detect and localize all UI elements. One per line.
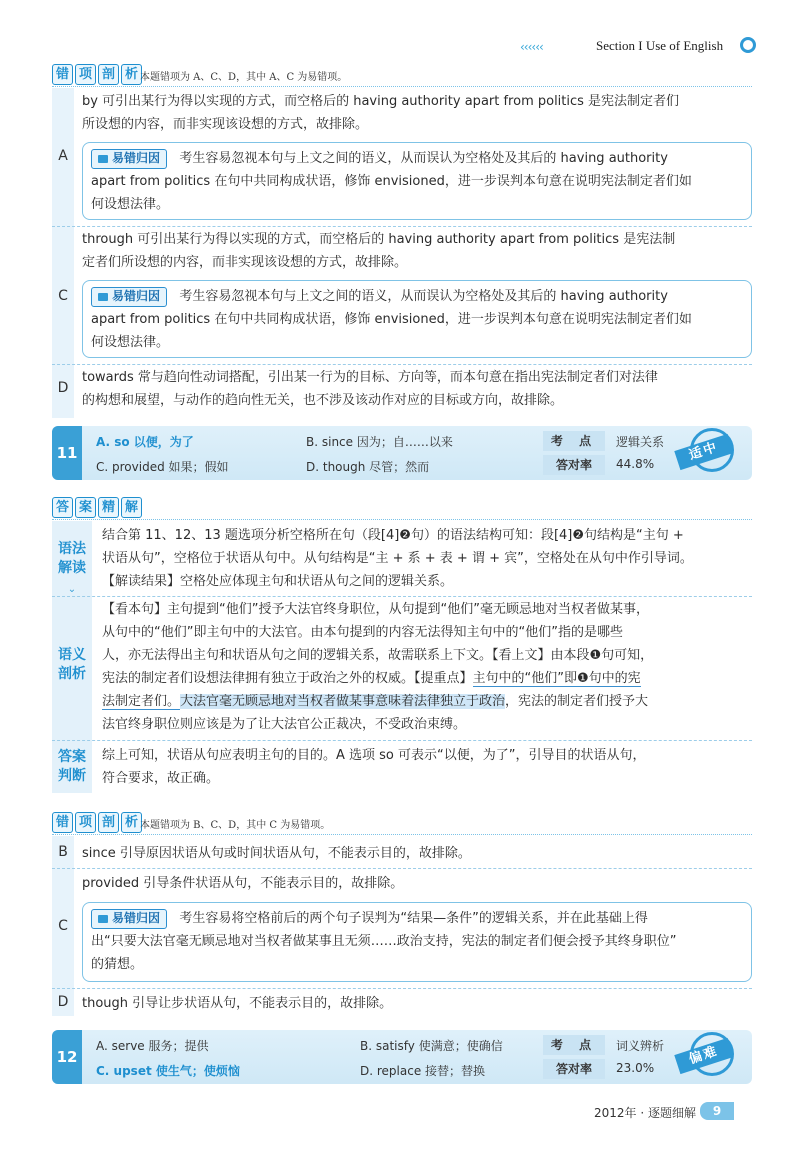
error-cause-tag: 易错归因: [91, 287, 167, 307]
option-a: A. serve 服务；提供: [96, 1039, 209, 1053]
option-letter-a: A: [58, 148, 68, 164]
option-letter-column: [52, 88, 74, 418]
option-c: C. provided 如果；假如: [96, 460, 229, 474]
difficulty-label: 偏难: [674, 1038, 733, 1074]
section2-note: 本题错项为 B、C、D，其中 C 为易错项。: [140, 820, 331, 831]
divider: [52, 834, 752, 835]
key-point-value: 逻辑关系: [616, 435, 665, 449]
option-c-explanation: through 可引出某行为得以实现的方式，而空格后的 having authority apart from politics 是宪法制 定者们所设想的内容，而非实现该设想的方式，故排除。: [82, 232, 676, 270]
answer-analysis-tag: 答 案 精 解: [52, 497, 142, 518]
divider: [52, 740, 752, 741]
option-d: D. though 尽管；然而: [306, 460, 430, 474]
option-letter-d: D: [57, 380, 69, 396]
divider: [52, 86, 752, 87]
divider: [52, 226, 752, 227]
divider: [52, 868, 752, 869]
answer-judgement-label: 答案 判断: [58, 749, 86, 784]
grammar-reading-label: 语法 解读: [58, 541, 86, 576]
accuracy-value: 23.0%: [616, 1061, 655, 1075]
option-b-explanation: since 引导原因状语从句或时间状语从句，不能表示目的，故排除。: [82, 846, 471, 861]
divider: [52, 988, 752, 989]
error-cause-tag: 易错归因: [91, 909, 167, 929]
grammar-reading-text: 结合第 11、12、13 题选项分析空格所在句（段[4]❷句）的语法结构可知：段[4]❷句结构是“主句 + 状语从句”，空格位于状语从句中。从句结构是“主 + 系 + 表 + 谓 + 宾”，空格处在从句中作引导词。 【解读结果】空格处应体现主句和状语从句之间的逻辑关系。: [102, 528, 693, 589]
option-letter-d: D: [57, 994, 69, 1010]
option-c-error-box: 易错归因 考生容易忽视本句与上文之间的语义，从而误认为空格处及其后的 having authority apart from politics 在句中共同构成状语，修饰 envisioned，进一步误判本句意在说明宪法制定者们如 何设想法律。: [82, 280, 752, 358]
semantic-analysis-text: 【看本句】主句提到“他们”授予大法官终身职位，从句提到“他们”毫无顾忌地对当权者做某事， 从句中的“他们”即主句中的大法官。由本句提到的内容无法得知主句中的“他们”指的是哪些 人，亦无法得出主句和状语从句之间的逻辑关系，故需联系上下文。【看上文】由本段❶句可知， 宪法的制定者们设想法律拥有独立于政治之外的权威。【提重点】主句中的“他们”即❶句中的宪 法制定者们。大法官毫无顾忌地对当权者做某事意味着法律独立于政治，宪法的制定者们授予大 法官终身职位则应该是为了让大法官公正裁决，不受政治束缚。: [102, 602, 654, 732]
difficulty-label: 适中: [674, 434, 733, 470]
question-number: 12: [52, 1030, 82, 1084]
tag-icon: [98, 293, 108, 301]
accuracy-value: 44.8%: [616, 457, 655, 471]
option-letter-b: B: [58, 844, 68, 860]
option-letter-c: C: [58, 918, 68, 934]
accuracy-label: 答对率: [543, 455, 605, 475]
option-c-explanation: provided 引导条件状语从句，不能表示目的，故排除。: [82, 876, 404, 891]
semantic-analysis-label: 语义 剖析: [58, 647, 86, 682]
option-b: B. since 因为；自……以来: [306, 435, 453, 449]
header-arrows: ‹‹‹‹‹‹: [520, 40, 543, 54]
option-d-explanation: though 引导让步状语从句，不能表示目的，故排除。: [82, 996, 393, 1011]
option-a-explanation: by 可引出某行为得以实现的方式，而空格后的 having authority apart from politics 是宪法制定者们 所设想的内容，而非实现该设想的方式，故排除。: [82, 94, 680, 132]
header-title: Section I Use of English: [596, 38, 724, 53]
option-a-error-box: 易错归因 考生容易忽视本句与上文之间的语义，从而误认为空格处及其后的 having authority apart from politics 在句中共同构成状语，修饰 envisioned，进一步误判本句意在说明宪法制定者们如 何设想法律。: [82, 142, 752, 220]
question-number: 11: [52, 426, 82, 480]
option-c-error-box: 易错归因 考生容易将空格前后的两个句子误判为“结果—条件”的逻辑关系，并在此基础上得 出“只要大法官毫无顾忌地对当权者做某事且无须……政治支持，宪法的制定者们便会授予其终身职位” 的猜想。: [82, 902, 752, 982]
tag-icon: [98, 155, 108, 163]
wrong-options-tag: 错 项 剖 析: [52, 64, 142, 85]
error-cause-tag: 易错归因: [91, 149, 167, 169]
divider: [52, 364, 752, 365]
key-point-label: 考 点: [543, 431, 605, 451]
search-q-icon: [740, 37, 756, 53]
option-c: C. upset 使生气；使烦恼: [96, 1064, 240, 1078]
option-d: D. replace 接替；替换: [360, 1064, 486, 1078]
tag-icon: [98, 915, 108, 923]
footer-text: 2012年 · 逐题细解: [594, 1106, 696, 1120]
option-letter-c: C: [58, 288, 68, 304]
highlighted-phrase: 大法官毫无顾忌地对当权者做某事意味着法律独立于政治: [180, 694, 506, 709]
section1-note: 本题错项为 A、C、D，其中 A、C 为易错项。: [140, 72, 348, 83]
key-point-underline: 主句中的“他们”即❶句中的宪: [472, 671, 641, 686]
key-point-label: 考 点: [543, 1035, 605, 1055]
wrong-options-tag: 错 项 剖 析: [52, 812, 142, 833]
divider: [52, 519, 752, 520]
page-number: 9: [700, 1102, 734, 1120]
option-b: B. satisfy 使满意；使确信: [360, 1039, 503, 1053]
chevron-down-icon: ⌄: [67, 584, 77, 595]
divider: [52, 596, 752, 597]
option-d-explanation: towards 常与趋向性动词搭配，引出某一行为的目标、方向等，而本句意在指出宪法制定者们对法律 的构想和展望，与动作的趋向性无关，也不涉及该动作对应的目标或方向，故排除。: [82, 370, 658, 408]
answer-judgement-text: 综上可知，状语从句应表明主句的目的。A 选项 so 可表示“以便，为了”，引导目的状语从句， 符合要求，故正确。: [102, 748, 646, 786]
accuracy-label: 答对率: [543, 1059, 605, 1079]
option-a: A. so 以便，为了: [96, 435, 194, 449]
key-point-value: 词义辨析: [616, 1039, 665, 1053]
